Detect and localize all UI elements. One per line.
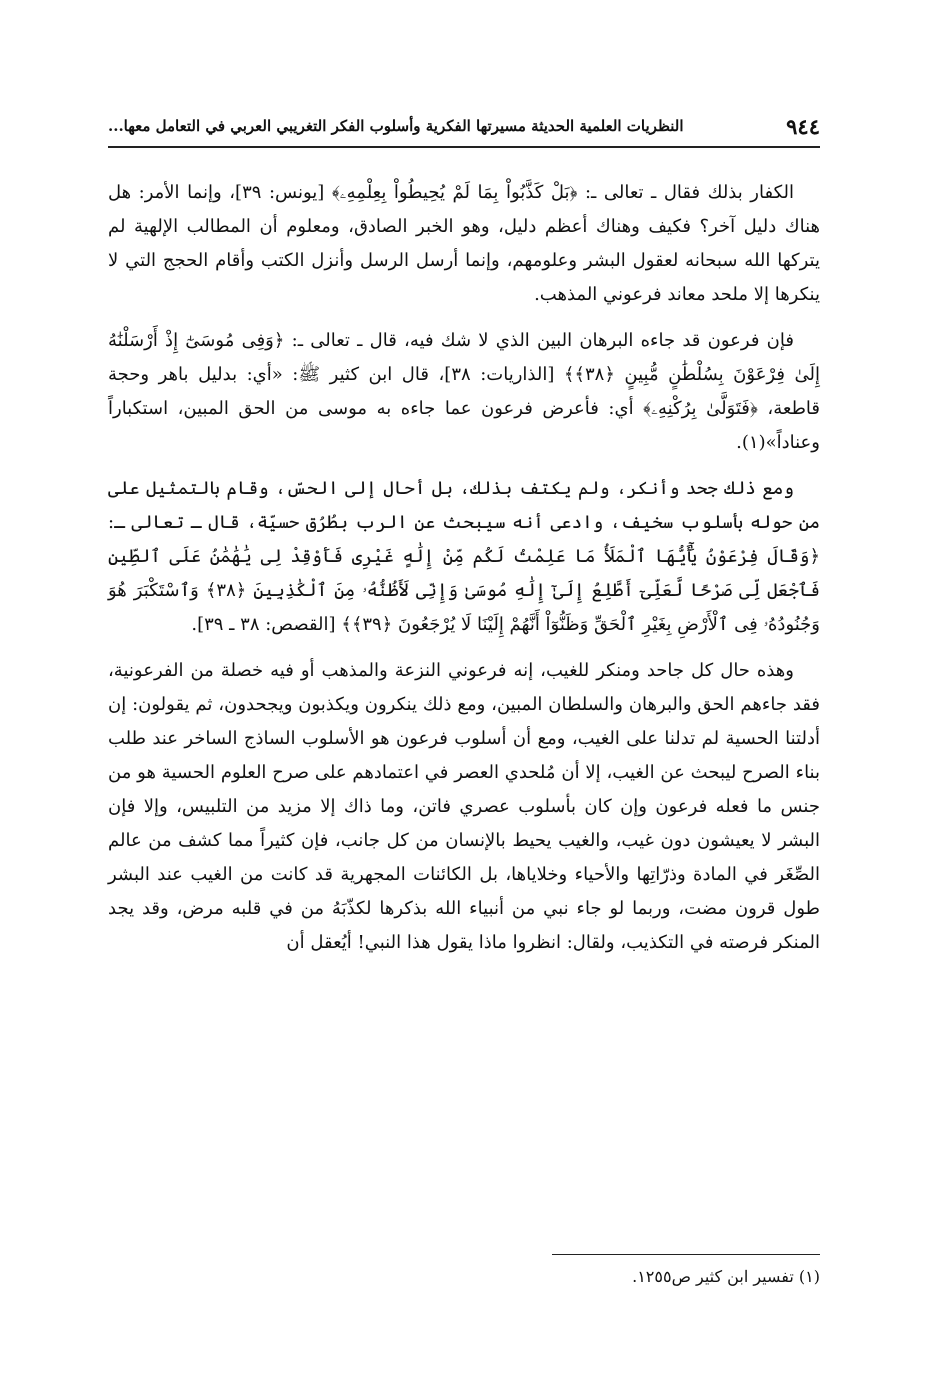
page-number: ٩٤٤ <box>786 113 820 139</box>
footnote: (١) تفسير ابن كثير ص١٢٥٥. <box>632 1267 820 1286</box>
body-text <box>108 176 820 972</box>
paragraph: وهذه حال كل جاحد ومنكر للغيب، إنه فرعوني النزعة والمذهب أو فيه خصلة من الفرعونية، فقد جاءهم الحق والبرهان والسلطان المبين، ومع ذلك ينكرون ويكذبون ويجحدون، ثم يقولون: إن أدلتنا الحسية لم تدلنا على الغيب، ومع أن أسلوب فرعون هو الأسلوب الساذج الساخر عند طلب بناء الصرح ليبحث عن الغيب، إلا أن مُلحدي العصر في اعتمادهم على صرح العلوم الحسية هو من جنس ما فعله فرعون وإن كان بأسلوب عصري فاتن، وما ذاك إلا مزيد من التلبيس، وإلا فإن البشر لا يعيشون دون غيب، والغيب يحيط بالإنسان من كل جانب، فإن كثيراً مما كشف من عالم الصِّغَر في المادة وذرّاتِها والأحياء وخلاياها، بل الكائنات المجهرية قد كانت من الغيب عند البشر طول قرون مضت، وربما لو جاء نبي من أنبياء الله بذكرها لكذّبَهُ من في قلبه مرض، وقد يجد المنكر فرصته في التكذيب، ولقال: انظروا ماذا يقول هذا النبي! أيُعقل أن <box>108 660 820 953</box>
paragraph: الكفار بذلك فقال ـ تعالى ـ: ﴿بَلْ كَذَّبُواْ بِمَا لَمْ يُحِيطُواْ بِعِلْمِهِۦ﴾ [يونس: ٣٩]، وإنما الأمر: هل هناك دليل آخر؟ فكيف وهناك أعظم دليل، وهو الخبر الصادق، ومعلوم أن المطالب الإلهية لم يتركها الله سبحانه لعقول البشر وعلومهم، وإنما أرسل الرسل وأنزل الكتب وأقام الحجج التي لا ينكرها إلا ملحد معاند فرعوني المذهب. <box>108 182 820 305</box>
footnote-divider <box>552 1254 820 1255</box>
paragraph: فإن فرعون قد جاءه البرهان البين الذي لا شك فيه، قال ـ تعالى ـ: ﴿وَفِى مُوسَىٰٓ إِذْ أَرْسَلْنَٰهُ إِلَىٰ فِرْعَوْنَ بِسُلْطَٰنٍ مُّبِينٍ ﴿٣٨﴾﴾ [الذاريات: ٣٨]، قال ابن كثير ﷺ: «أي: بدليل باهر وحجة قاطعة، ﴿فَتَوَلَّىٰ بِرُكْنِهِۦ﴾ أي: فأعرض فرعون عما جاءه به موسى من الحق المبين، استكباراً وعناداً»(١). <box>108 330 820 453</box>
running-head: النظريات العلمية الحديثة مسيرتها الفكرية وأسلوب الفكر التغريبي العربي في التعامل معها... <box>108 117 684 135</box>
paragraph: ومع ذلك جحد وأنكر، ولم يكتف بذلك، بل أحال إلى الحسّ، وقام بالتمثيل على من حوله بأسلوب سخيف، وادعى أنه سيبحث عن الرب بطُرُق حسيّة، قال ـ تعالى ـ: ﴿وَقَالَ فِرْعَوْنُ يَٰٓأَيُّهَا ٱلْمَلَأُ مَا عَلِمْتُ لَكُم مِّنْ إِلَٰهٍ غَيْرِى فَأَوْقِدْ لِى يَٰهَٰمَٰنُ عَلَى ٱلطِّينِ فَٱجْعَل لِّى صَرْحًا لَّعَلِّىٓ أَطَّلِعُ إِلَىٰٓ إِلَٰهِ مُوسَىٰ وَإِنِّى لَأَظُنُّهُۥ مِنَ ٱلْكَٰذِبِينَ ﴿٣٨﴾ وَٱسْتَكْبَرَ هُوَ وَجُنُودُهُۥ فِى ٱلْأَرْضِ بِغَيْرِ ٱلْحَقِّ وَظَنُّوٓاْ أَنَّهُمْ إِلَيْنَا لَا يُرْجَعُونَ ﴿٣٩﴾﴾ [القصص: ٣٨ ـ ٣٩]. <box>108 478 820 635</box>
page-header <box>108 106 820 148</box>
